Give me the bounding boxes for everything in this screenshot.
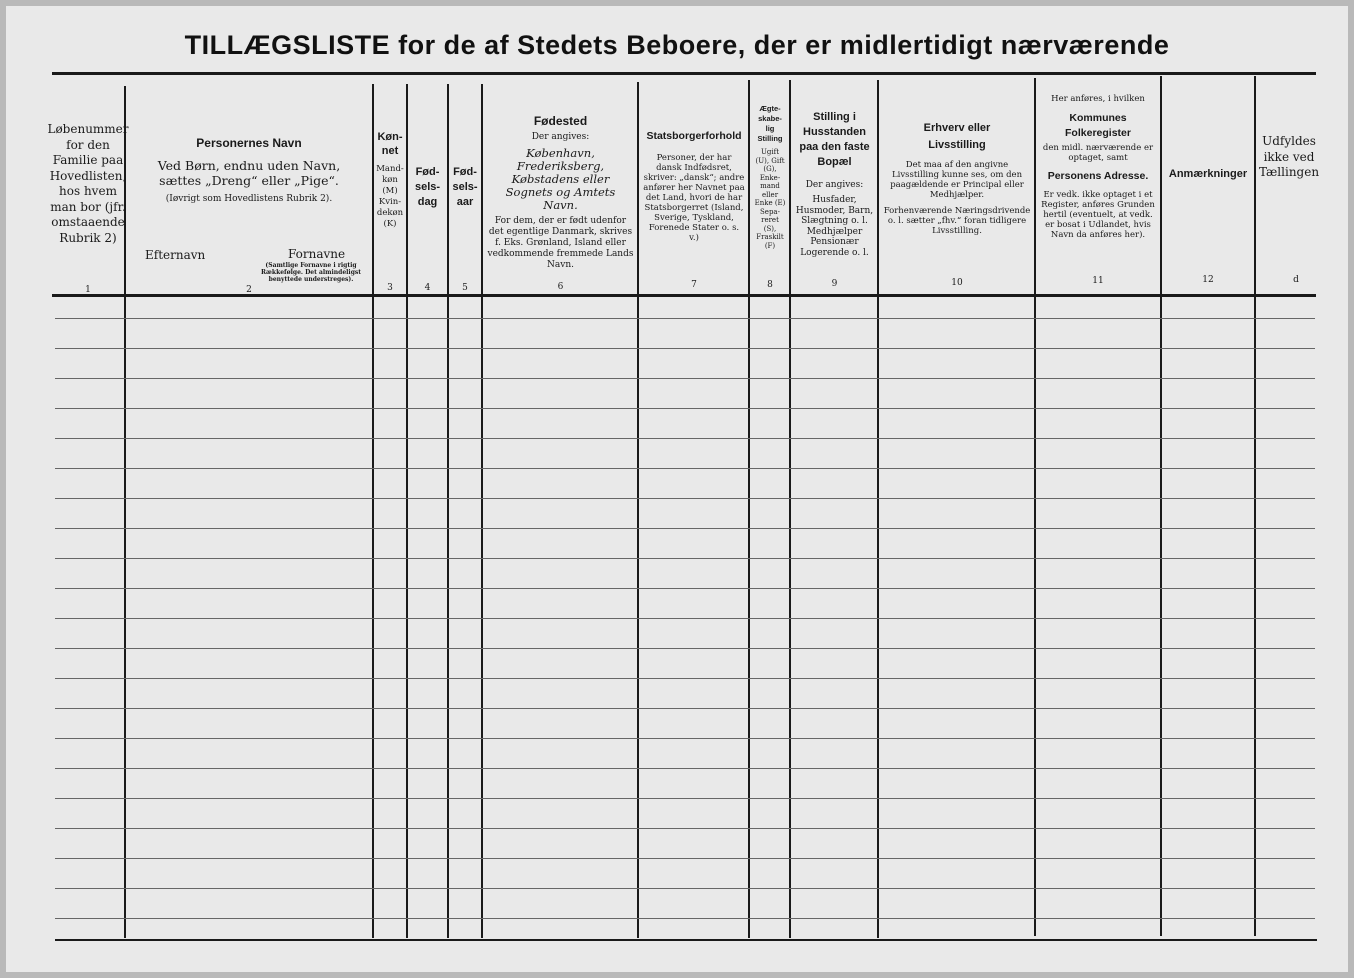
- col-sep-6: [637, 82, 639, 938]
- form-title: TILLÆGSLISTE for de af Stedets Beboere, der er midlertidigt nærværende: [184, 30, 1170, 60]
- col6-text: For dem, der er født udenfor det egentlige Danmark, skrives f. Eks. Grønland, Island eller vedkommende fremmede Lands Navn.: [487, 216, 634, 270]
- row-rule: [55, 918, 1315, 919]
- col2-header: [126, 134, 372, 332]
- cold-header: [1256, 132, 1322, 330]
- col12-header: [1162, 165, 1254, 363]
- col4-heading: Fød-sels-dag: [414, 166, 441, 208]
- col5-number: 5: [462, 283, 468, 293]
- col11-mid: den midl. nærværende er optaget, samt: [1042, 143, 1154, 163]
- col12-heading: Anmærkninger: [1168, 168, 1248, 180]
- row-rule: [55, 588, 1315, 589]
- col9-number: 9: [831, 279, 838, 289]
- col-sep-5: [481, 84, 483, 938]
- col3-number: 3: [387, 283, 393, 293]
- col2-heading: Personernes Navn: [196, 136, 302, 150]
- col9-heading: Stilling i Husstanden paa den faste Bopæl: [799, 111, 870, 168]
- cold-text: Udfyldes ikke ved Tællingen: [1258, 134, 1320, 179]
- col11-heading2: Personens Adresse.: [1047, 170, 1149, 182]
- col1-number: 1: [85, 285, 91, 295]
- col8-number: 8: [767, 280, 773, 290]
- col2-fornavne-note: (Samtlige Fornavne i rigtig Rækkefølge. Det almindeligst benyttede understreges).: [260, 262, 362, 283]
- row-rule: [55, 708, 1315, 709]
- row-rule: [55, 858, 1315, 859]
- row-rule: [55, 468, 1315, 469]
- col2-efternavn: Efternavn: [145, 248, 206, 262]
- col3-header: [374, 128, 406, 326]
- table-bottom-rule: [55, 939, 1317, 941]
- col7-header: [640, 128, 748, 326]
- col5-header: [449, 163, 481, 361]
- col-sep-9: [877, 80, 879, 938]
- col11-header: [1036, 92, 1160, 290]
- col4-header: [408, 163, 447, 361]
- col12-number: 12: [1202, 275, 1214, 285]
- col10-number: 10: [951, 278, 963, 288]
- row-rule: [55, 678, 1315, 679]
- row-rule: [55, 408, 1315, 409]
- col9-header: [792, 108, 877, 306]
- col2-note2: (Iøvrigt som Hovedlistens Rubrik 2).: [165, 194, 333, 204]
- col6-italic: København, Frederiksberg, Købstadens eller Sognets og Amtets Navn.: [505, 146, 616, 212]
- col10-heading: Erhverv eller Livsstilling: [923, 122, 991, 151]
- col2-number: 2: [246, 285, 252, 295]
- col11-heading: Kommunes Folkeregister: [1065, 112, 1131, 139]
- col3-heading: Køn-net: [377, 131, 403, 157]
- col6-sub: Der angives:: [531, 132, 590, 142]
- row-rule: [55, 888, 1315, 889]
- col1-text: Løbenummer for den Familie paa Hovedlisten, hos hvem man bor (jfr. omstaaende Rubrik 2): [47, 122, 129, 245]
- col7-heading: Statsborgerforhold: [646, 130, 742, 142]
- col7-text: Personer, der har dansk Indfødsret, skriver: „dansk“; andre anfører her Navnet paa det Land, hvori de har Statsborgerret (Island, Sverige, Tyskland, Forenede Stater o. s. v.): [643, 153, 745, 243]
- row-rule: [55, 798, 1315, 799]
- row-rule: [55, 558, 1315, 559]
- row-rule: [55, 828, 1315, 829]
- col11-text: Er vedk. ikke optaget i et Register, anføres Grunden hertil (eventuelt, at vedk. er bosat i Udlandet, hvis Navn da anføres her).: [1041, 190, 1155, 240]
- col6-number: 6: [557, 282, 564, 292]
- col2-note: Ved Børn, endnu uden Navn, sættes „Dreng“ eller „Pige“.: [157, 158, 341, 188]
- col9-sub: Der angives:: [805, 180, 864, 190]
- col7-number: 7: [691, 280, 697, 290]
- col2-fornavne: Fornavne: [288, 247, 346, 261]
- row-rule: [55, 738, 1315, 739]
- col-sep-7: [748, 80, 750, 938]
- row-rule: [55, 618, 1315, 619]
- col10-text: Det maa af den angivne Livsstilling kunne ses, om den paagældende er Principal eller Medhjælper.: [890, 160, 1024, 200]
- row-rule: [55, 498, 1315, 499]
- col11-pre: Her anføres, i hvilken: [1051, 94, 1145, 104]
- row-rule: [55, 438, 1315, 439]
- header-top-rule: [52, 72, 1316, 75]
- col8-header: [751, 102, 789, 300]
- row-rule: [55, 378, 1315, 379]
- col6-heading: Fødested: [533, 114, 588, 128]
- row-rule: [55, 648, 1315, 649]
- col-sep-8: [789, 80, 791, 938]
- col3-text: Mand-køn (M) Kvin-dekøn (K): [376, 164, 404, 229]
- col10-text2: Forhenværende Næringsdrivende o. l. sætter „fhv.“ foran tidligere Livsstilling.: [883, 206, 1031, 236]
- col11-number: 11: [1092, 276, 1104, 286]
- row-rule: [55, 768, 1315, 769]
- row-rule: [55, 528, 1315, 529]
- row-rule: [55, 348, 1315, 349]
- col8-heading: Ægte-skabe-lig Stilling: [757, 104, 783, 143]
- col9-text: Husfader, Husmoder, Barn, Slægtning o. l. Medhjælper Pensionær Logerende o. l.: [795, 195, 874, 258]
- col5-heading: Fød-sels-aar: [452, 166, 478, 208]
- col4-number: 4: [424, 283, 431, 293]
- cold-number: d: [1293, 275, 1299, 285]
- col8-text: Ugift (U), Gift (G), Enke-mand eller Enke (E) Sepa-reret (S), Fraskilt (F): [754, 148, 786, 250]
- col6-header: [484, 112, 637, 310]
